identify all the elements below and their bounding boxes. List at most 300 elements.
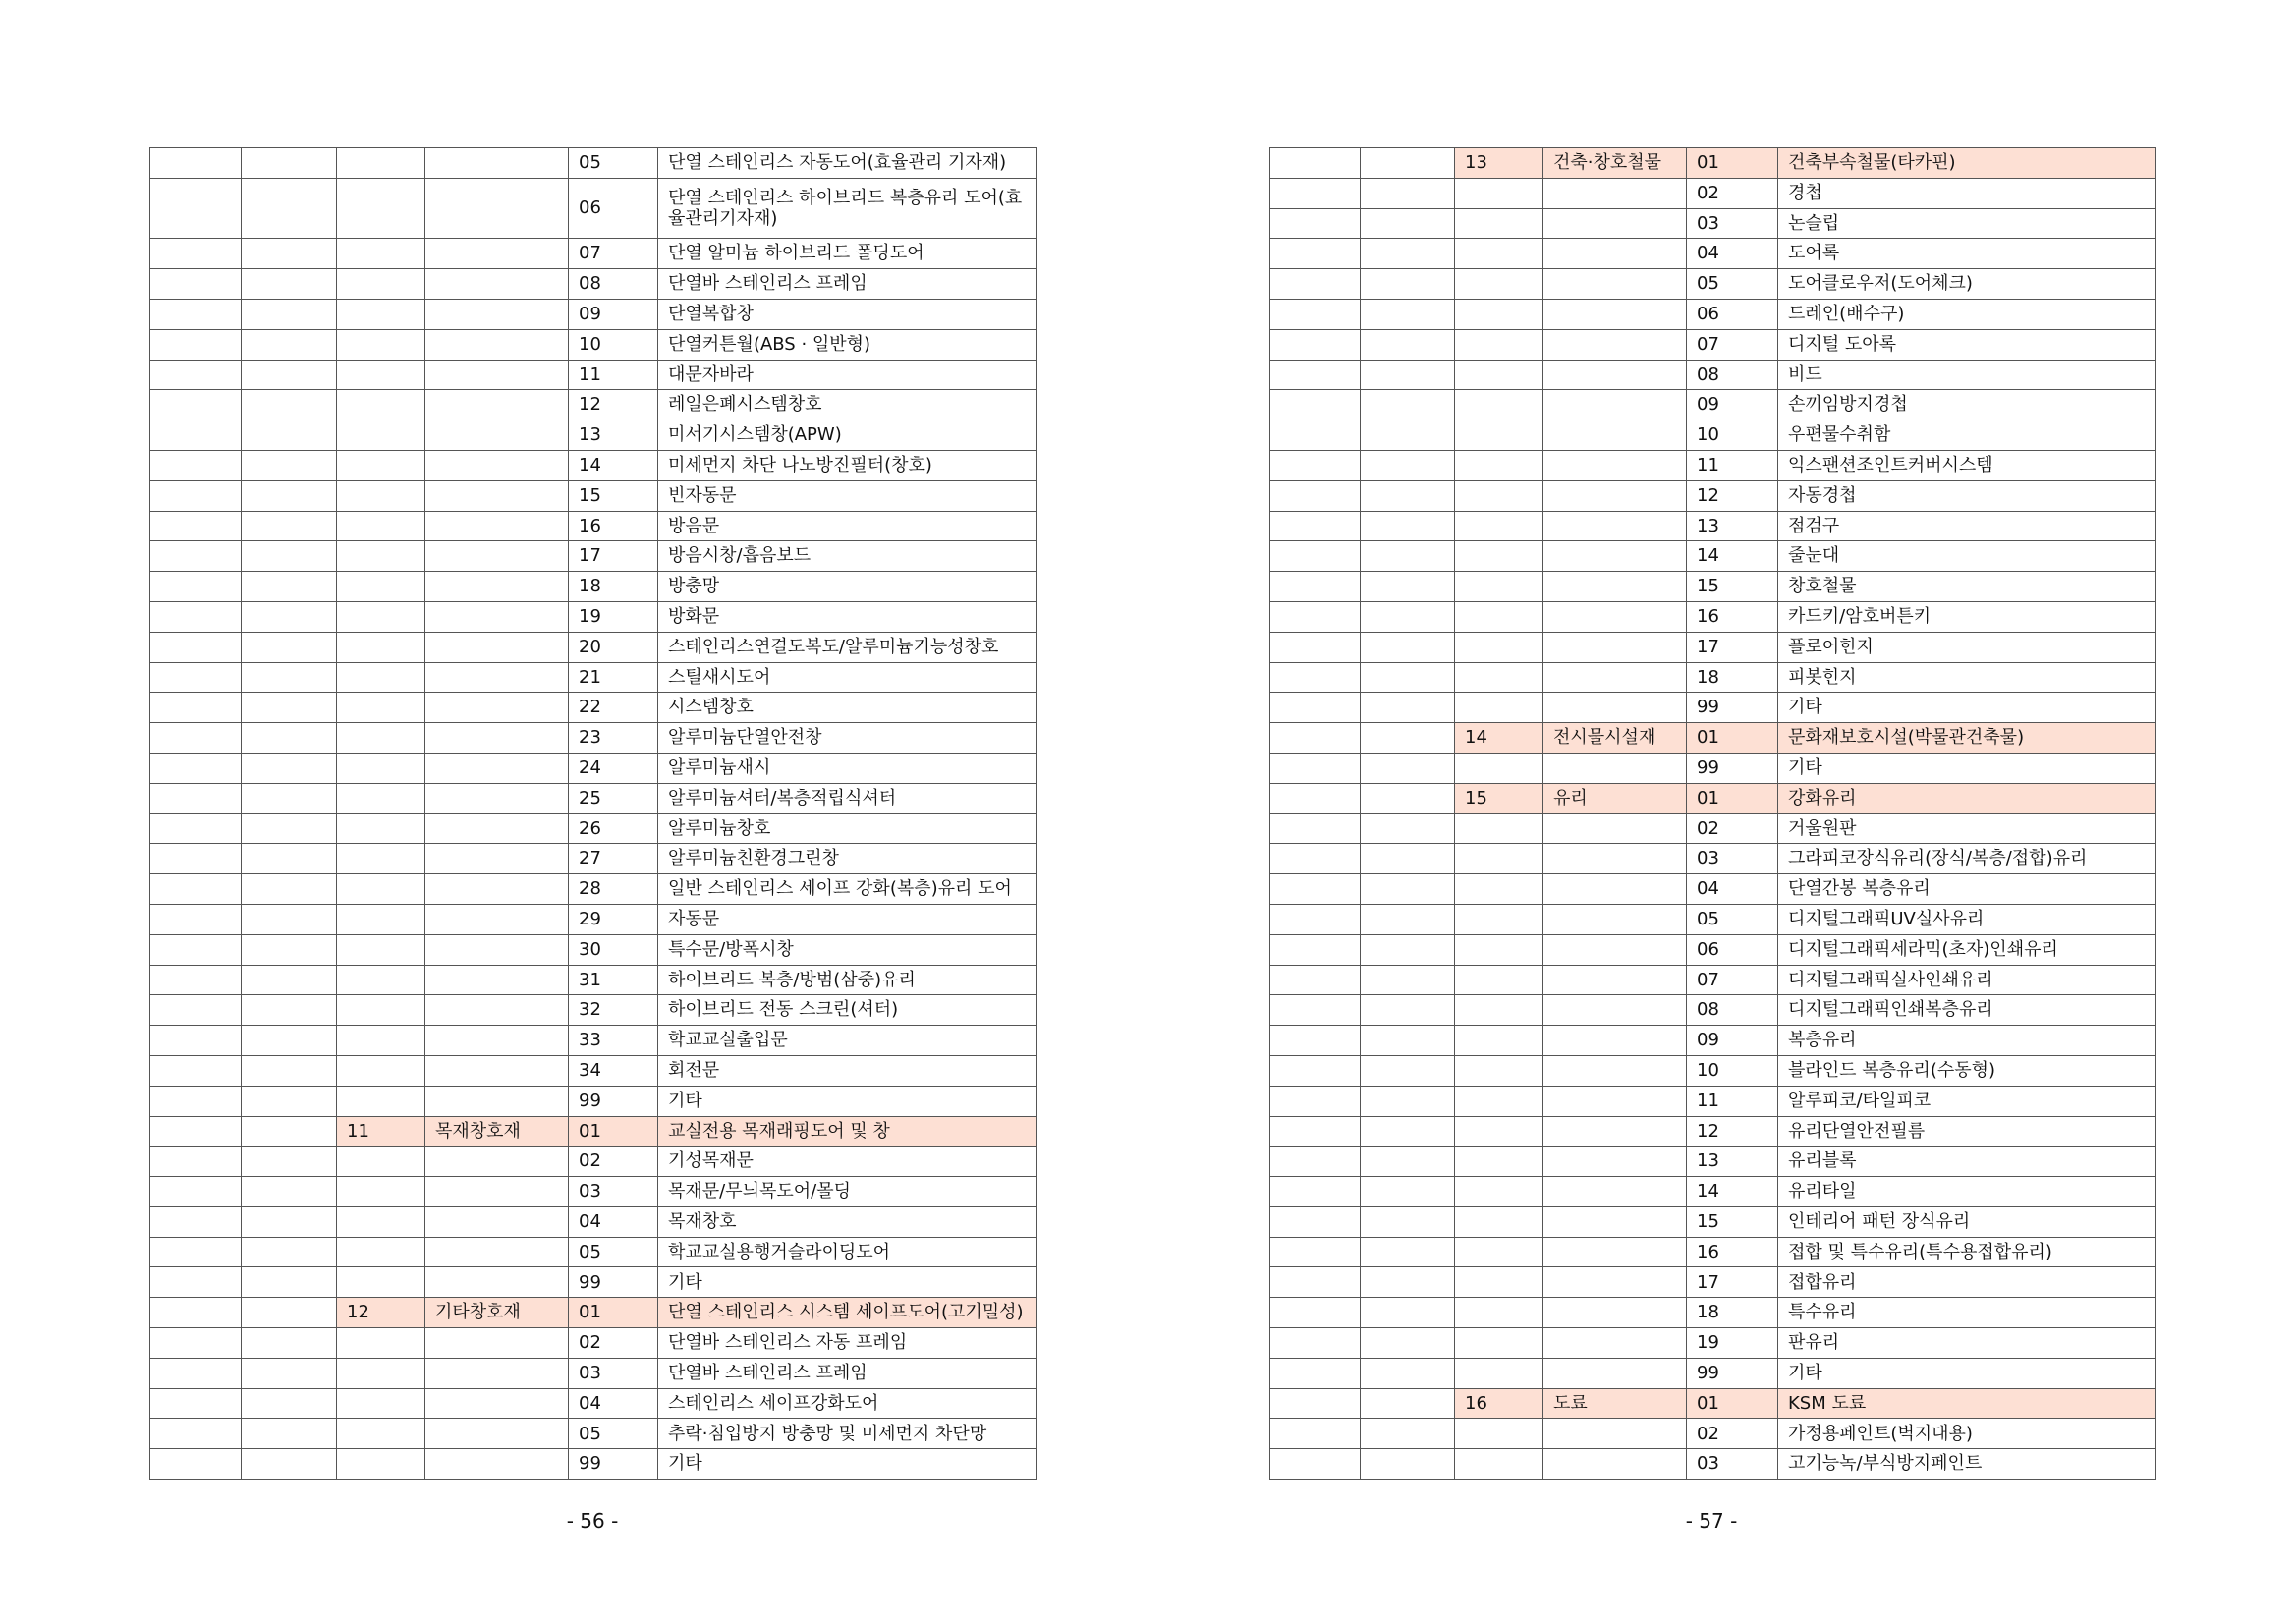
item-name-cell: 도어록	[1778, 239, 2156, 269]
item-code-cell: 08	[1687, 995, 1778, 1026]
item-name-cell: 알루미늄셔터/복층적립식셔터	[658, 783, 1037, 813]
empty-cell	[150, 390, 242, 420]
category-code-cell	[1455, 1419, 1543, 1449]
category-name-cell	[1543, 1267, 1687, 1298]
right-code-table	[1269, 147, 2156, 1480]
empty-cell	[1361, 1328, 1455, 1359]
item-code-cell: 08	[1687, 360, 1778, 390]
category-code-cell: 13	[1455, 148, 1543, 179]
item-code-cell: 11	[1687, 1086, 1778, 1116]
category-name-cell	[1543, 1086, 1687, 1116]
category-code-cell	[337, 541, 425, 572]
category-name-cell	[425, 329, 569, 360]
table-row	[1270, 360, 2156, 390]
category-code-cell	[1455, 1147, 1543, 1177]
empty-cell	[1361, 783, 1455, 813]
category-code-cell	[337, 753, 425, 783]
item-name-cell: 디지털그래픽UV실사유리	[1778, 904, 2156, 934]
item-code-cell: 01	[569, 1298, 658, 1328]
table-row	[1270, 1237, 2156, 1267]
category-code-cell	[337, 269, 425, 300]
item-name-cell: KSM 도료	[1778, 1388, 2156, 1419]
empty-cell	[242, 1388, 337, 1419]
table-row	[150, 813, 1037, 844]
category-code-cell	[1455, 390, 1543, 420]
category-code-cell	[1455, 1449, 1543, 1480]
empty-cell	[1361, 1237, 1455, 1267]
category-code-cell	[1455, 572, 1543, 602]
item-name-cell: 단열바 스테인리스 자동 프레임	[658, 1328, 1037, 1359]
table-row	[1270, 1147, 2156, 1177]
item-code-cell: 03	[569, 1358, 658, 1388]
item-name-cell: 그라피코장식유리(장식/복층/접합)유리	[1778, 844, 2156, 874]
item-name-cell: 가정용페인트(벽지대용)	[1778, 1419, 2156, 1449]
category-code-cell	[1455, 632, 1543, 662]
item-code-cell: 25	[569, 783, 658, 813]
item-name-cell: 유리블록	[1778, 1147, 2156, 1177]
item-name-cell: 기타	[1778, 693, 2156, 723]
table-row	[150, 632, 1037, 662]
category-name-cell	[425, 934, 569, 965]
item-code-cell: 19	[1687, 1328, 1778, 1359]
empty-cell	[150, 601, 242, 632]
category-code-cell	[1455, 1298, 1543, 1328]
item-code-cell: 04	[1687, 874, 1778, 905]
item-code-cell: 30	[569, 934, 658, 965]
empty-cell	[242, 662, 337, 693]
empty-cell	[150, 844, 242, 874]
table-row	[150, 934, 1037, 965]
empty-cell	[1270, 904, 1361, 934]
category-code-cell	[1455, 662, 1543, 693]
empty-cell	[242, 360, 337, 390]
empty-cell	[1270, 269, 1361, 300]
category-code-cell	[337, 239, 425, 269]
item-name-cell: 디지털 도아록	[1778, 329, 2156, 360]
table-row	[1270, 269, 2156, 300]
empty-cell	[1361, 1419, 1455, 1449]
category-row	[1270, 1388, 2156, 1419]
item-code-cell: 17	[1687, 632, 1778, 662]
category-code-cell	[337, 360, 425, 390]
category-name-cell	[1543, 601, 1687, 632]
empty-cell	[150, 1147, 242, 1177]
empty-cell	[1270, 1419, 1361, 1449]
category-name-cell	[425, 904, 569, 934]
table-row	[1270, 632, 2156, 662]
item-name-cell: 대문자바라	[658, 360, 1037, 390]
category-name-cell	[1543, 1449, 1687, 1480]
category-code-cell	[1455, 480, 1543, 511]
empty-cell	[1270, 450, 1361, 480]
empty-cell	[150, 360, 242, 390]
empty-cell	[242, 1267, 337, 1298]
item-code-cell: 03	[1687, 844, 1778, 874]
empty-cell	[1270, 1298, 1361, 1328]
empty-cell	[1270, 693, 1361, 723]
category-code-cell: 12	[337, 1298, 425, 1328]
table-row	[150, 1419, 1037, 1449]
category-name-cell: 목재창호재	[425, 1116, 569, 1147]
category-code-cell	[337, 1086, 425, 1116]
category-name-cell	[1543, 511, 1687, 541]
category-name-cell	[1543, 1419, 1687, 1449]
category-name-cell	[425, 844, 569, 874]
category-code-cell	[337, 572, 425, 602]
empty-cell	[242, 1358, 337, 1388]
item-code-cell: 02	[1687, 178, 1778, 208]
category-name-cell	[1543, 1116, 1687, 1147]
item-name-cell: 접합 및 특수유리(특수용접합유리)	[1778, 1237, 2156, 1267]
category-code-cell	[337, 420, 425, 451]
category-code-cell	[337, 148, 425, 179]
empty-cell	[150, 1086, 242, 1116]
table-row	[1270, 1026, 2156, 1056]
category-code-cell	[337, 1388, 425, 1419]
empty-cell	[1361, 1206, 1455, 1237]
category-name-cell	[425, 1267, 569, 1298]
empty-cell	[242, 1449, 337, 1480]
item-code-cell: 10	[569, 329, 658, 360]
table-row	[1270, 601, 2156, 632]
table-row	[150, 662, 1037, 693]
empty-cell	[1361, 148, 1455, 179]
empty-cell	[150, 904, 242, 934]
category-name-cell	[425, 965, 569, 995]
item-name-cell: 유리단열안전필름	[1778, 1116, 2156, 1147]
category-name-cell: 유리	[1543, 783, 1687, 813]
empty-cell	[1361, 329, 1455, 360]
empty-cell	[1270, 995, 1361, 1026]
category-code-cell	[1455, 1328, 1543, 1359]
table-row	[150, 511, 1037, 541]
item-code-cell: 29	[569, 904, 658, 934]
empty-cell	[1361, 420, 1455, 451]
category-name-cell: 도료	[1543, 1388, 1687, 1419]
empty-cell	[150, 723, 242, 754]
category-code-cell	[337, 723, 425, 754]
left-code-table	[149, 147, 1037, 1480]
item-name-cell: 자동문	[658, 904, 1037, 934]
empty-cell	[242, 1419, 337, 1449]
item-code-cell: 05	[569, 148, 658, 179]
category-name-cell	[425, 813, 569, 844]
item-name-cell: 방음시창/흡음보드	[658, 541, 1037, 572]
item-name-cell: 알루미늄새시	[658, 753, 1037, 783]
category-code-cell	[337, 178, 425, 239]
item-name-cell: 익스팬션조인트커버시스템	[1778, 450, 2156, 480]
item-name-cell: 하이브리드 복층/방범(삼중)유리	[658, 965, 1037, 995]
item-code-cell: 05	[1687, 269, 1778, 300]
item-name-cell: 교실전용 목재래핑도어 및 창	[658, 1116, 1037, 1147]
category-name-cell	[425, 874, 569, 905]
empty-cell	[1270, 390, 1361, 420]
empty-cell	[1361, 1055, 1455, 1086]
table-row	[1270, 390, 2156, 420]
item-code-cell: 18	[1687, 662, 1778, 693]
item-code-cell: 06	[569, 178, 658, 239]
empty-cell	[1270, 480, 1361, 511]
category-name-cell	[425, 572, 569, 602]
empty-cell	[150, 329, 242, 360]
page-number: - 57 -	[1685, 1509, 1738, 1533]
empty-cell	[150, 299, 242, 329]
empty-cell	[242, 904, 337, 934]
category-name-cell	[1543, 541, 1687, 572]
item-code-cell: 99	[569, 1267, 658, 1298]
table-row	[150, 329, 1037, 360]
category-name-cell	[1543, 480, 1687, 511]
empty-cell	[242, 572, 337, 602]
empty-cell	[150, 874, 242, 905]
table-row	[1270, 874, 2156, 905]
empty-cell	[150, 178, 242, 239]
item-code-cell: 12	[569, 390, 658, 420]
item-name-cell: 미서기시스템창(APW)	[658, 420, 1037, 451]
item-code-cell: 09	[1687, 1026, 1778, 1056]
table-row	[150, 480, 1037, 511]
item-code-cell: 01	[1687, 723, 1778, 754]
category-code-cell: 15	[1455, 783, 1543, 813]
item-code-cell: 19	[569, 601, 658, 632]
category-name-cell	[425, 1449, 569, 1480]
item-name-cell: 시스템창호	[658, 693, 1037, 723]
empty-cell	[1361, 299, 1455, 329]
item-name-cell: 하이브리드 전동 스크린(셔터)	[658, 995, 1037, 1026]
empty-cell	[1361, 1388, 1455, 1419]
empty-cell	[1270, 1449, 1361, 1480]
table-row	[1270, 239, 2156, 269]
empty-cell	[1270, 874, 1361, 905]
table-row	[1270, 995, 2156, 1026]
item-name-cell: 플로어힌지	[1778, 632, 2156, 662]
category-code-cell	[1455, 1237, 1543, 1267]
item-code-cell: 05	[1687, 904, 1778, 934]
empty-cell	[1361, 723, 1455, 754]
table-row	[150, 541, 1037, 572]
empty-cell	[1270, 360, 1361, 390]
empty-cell	[150, 1026, 242, 1056]
category-name-cell	[1543, 299, 1687, 329]
table-row	[1270, 813, 2156, 844]
category-code-cell	[1455, 693, 1543, 723]
item-code-cell: 99	[569, 1086, 658, 1116]
item-code-cell: 11	[1687, 450, 1778, 480]
category-code-cell	[337, 813, 425, 844]
item-code-cell: 33	[569, 1026, 658, 1056]
category-code-cell	[1455, 1267, 1543, 1298]
category-row	[1270, 723, 2156, 754]
empty-cell	[1361, 1026, 1455, 1056]
table-row	[150, 693, 1037, 723]
empty-cell	[150, 632, 242, 662]
table-row	[150, 1177, 1037, 1207]
item-code-cell: 07	[569, 239, 658, 269]
item-code-cell: 27	[569, 844, 658, 874]
table-row	[1270, 1177, 2156, 1207]
category-name-cell: 전시물시설재	[1543, 723, 1687, 754]
category-row	[1270, 783, 2156, 813]
item-name-cell: 단열 스테인리스 자동도어(효율관리 기자재)	[658, 148, 1037, 179]
table-row	[150, 450, 1037, 480]
empty-cell	[1361, 1267, 1455, 1298]
item-code-cell: 17	[1687, 1267, 1778, 1298]
category-code-cell	[337, 329, 425, 360]
item-name-cell: 학교교실출입문	[658, 1026, 1037, 1056]
item-name-cell: 디지털그래픽세라믹(초자)인쇄유리	[1778, 934, 2156, 965]
item-code-cell: 14	[1687, 541, 1778, 572]
category-name-cell	[1543, 450, 1687, 480]
empty-cell	[1361, 874, 1455, 905]
category-code-cell	[1455, 511, 1543, 541]
table-row	[150, 1328, 1037, 1359]
table-row	[150, 572, 1037, 602]
item-code-cell: 09	[569, 299, 658, 329]
empty-cell	[1270, 1358, 1361, 1388]
empty-cell	[150, 783, 242, 813]
empty-cell	[1270, 178, 1361, 208]
table-row	[150, 783, 1037, 813]
table-row	[1270, 208, 2156, 239]
category-name-cell	[425, 1086, 569, 1116]
item-name-cell: 스틸새시도어	[658, 662, 1037, 693]
item-code-cell: 23	[569, 723, 658, 754]
empty-cell	[1270, 1026, 1361, 1056]
item-name-cell: 기성목재문	[658, 1147, 1037, 1177]
item-name-cell: 방화문	[658, 601, 1037, 632]
empty-cell	[242, 693, 337, 723]
item-code-cell: 02	[1687, 813, 1778, 844]
category-name-cell	[1543, 904, 1687, 934]
empty-cell	[1270, 420, 1361, 451]
empty-cell	[242, 390, 337, 420]
item-name-cell: 거울원판	[1778, 813, 2156, 844]
category-name-cell	[1543, 934, 1687, 965]
category-name-cell	[425, 1026, 569, 1056]
empty-cell	[242, 148, 337, 179]
table-row	[1270, 511, 2156, 541]
empty-cell	[1270, 208, 1361, 239]
empty-cell	[242, 511, 337, 541]
table-row	[1270, 1086, 2156, 1116]
empty-cell	[242, 1328, 337, 1359]
empty-cell	[1361, 904, 1455, 934]
item-code-cell: 34	[569, 1055, 658, 1086]
empty-cell	[1270, 844, 1361, 874]
item-name-cell: 줄눈대	[1778, 541, 2156, 572]
empty-cell	[1270, 541, 1361, 572]
category-code-cell	[1455, 299, 1543, 329]
table-row	[150, 965, 1037, 995]
category-name-cell	[1543, 1055, 1687, 1086]
category-code-cell	[337, 601, 425, 632]
item-name-cell: 특수유리	[1778, 1298, 2156, 1328]
empty-cell	[150, 1237, 242, 1267]
item-name-cell: 우편물수취함	[1778, 420, 2156, 451]
item-code-cell: 04	[569, 1388, 658, 1419]
empty-cell	[242, 1116, 337, 1147]
empty-cell	[150, 1177, 242, 1207]
category-name-cell	[1543, 178, 1687, 208]
table-row	[150, 1147, 1037, 1177]
category-name-cell	[425, 1388, 569, 1419]
item-code-cell: 13	[569, 420, 658, 451]
table-row	[150, 148, 1037, 179]
empty-cell	[242, 753, 337, 783]
item-name-cell: 알루미늄창호	[658, 813, 1037, 844]
item-code-cell: 13	[1687, 1147, 1778, 1177]
category-name-cell	[425, 360, 569, 390]
item-name-cell: 피봇힌지	[1778, 662, 2156, 693]
category-name-cell	[425, 1328, 569, 1359]
empty-cell	[150, 420, 242, 451]
item-name-cell: 드레인(배수구)	[1778, 299, 2156, 329]
category-name-cell	[1543, 329, 1687, 360]
category-name-cell	[425, 1237, 569, 1267]
table-row	[150, 1237, 1037, 1267]
empty-cell	[242, 541, 337, 572]
category-name-cell	[425, 299, 569, 329]
category-code-cell	[1455, 753, 1543, 783]
category-name-cell	[1543, 269, 1687, 300]
item-name-cell: 단열 알미늄 하이브리드 폴딩도어	[658, 239, 1037, 269]
table-row	[1270, 1055, 2156, 1086]
table-row	[1270, 934, 2156, 965]
empty-cell	[150, 934, 242, 965]
empty-cell	[1270, 783, 1361, 813]
category-name-cell	[425, 541, 569, 572]
category-code-cell	[1455, 844, 1543, 874]
item-code-cell: 18	[569, 572, 658, 602]
item-name-cell: 미세먼지 차단 나노방진필터(창호)	[658, 450, 1037, 480]
empty-cell	[150, 541, 242, 572]
table-row	[1270, 299, 2156, 329]
empty-cell	[150, 1116, 242, 1147]
category-code-cell	[337, 874, 425, 905]
category-code-cell	[1455, 995, 1543, 1026]
item-name-cell: 손끼임방지경첩	[1778, 390, 2156, 420]
item-code-cell: 06	[1687, 934, 1778, 965]
category-name-cell	[1543, 1026, 1687, 1056]
empty-cell	[150, 1388, 242, 1419]
empty-cell	[1361, 1449, 1455, 1480]
category-name-cell	[1543, 572, 1687, 602]
empty-cell	[242, 269, 337, 300]
category-code-cell	[1455, 1086, 1543, 1116]
empty-cell	[242, 299, 337, 329]
item-name-cell: 점검구	[1778, 511, 2156, 541]
item-code-cell: 15	[1687, 572, 1778, 602]
item-code-cell: 05	[569, 1237, 658, 1267]
item-code-cell: 99	[1687, 693, 1778, 723]
category-row	[1270, 148, 2156, 179]
item-code-cell: 18	[1687, 1298, 1778, 1328]
empty-cell	[150, 1328, 242, 1359]
item-name-cell: 도어클로우저(도어체크)	[1778, 269, 2156, 300]
item-code-cell: 99	[569, 1449, 658, 1480]
item-name-cell: 디지털그래픽실사인쇄유리	[1778, 965, 2156, 995]
table-row	[150, 844, 1037, 874]
category-code-cell	[1455, 601, 1543, 632]
category-code-cell	[337, 995, 425, 1026]
empty-cell	[242, 723, 337, 754]
empty-cell	[150, 1419, 242, 1449]
item-code-cell: 03	[569, 1177, 658, 1207]
item-name-cell: 알루미늄친환경그린창	[658, 844, 1037, 874]
empty-cell	[1270, 723, 1361, 754]
empty-cell	[242, 813, 337, 844]
empty-cell	[242, 1237, 337, 1267]
